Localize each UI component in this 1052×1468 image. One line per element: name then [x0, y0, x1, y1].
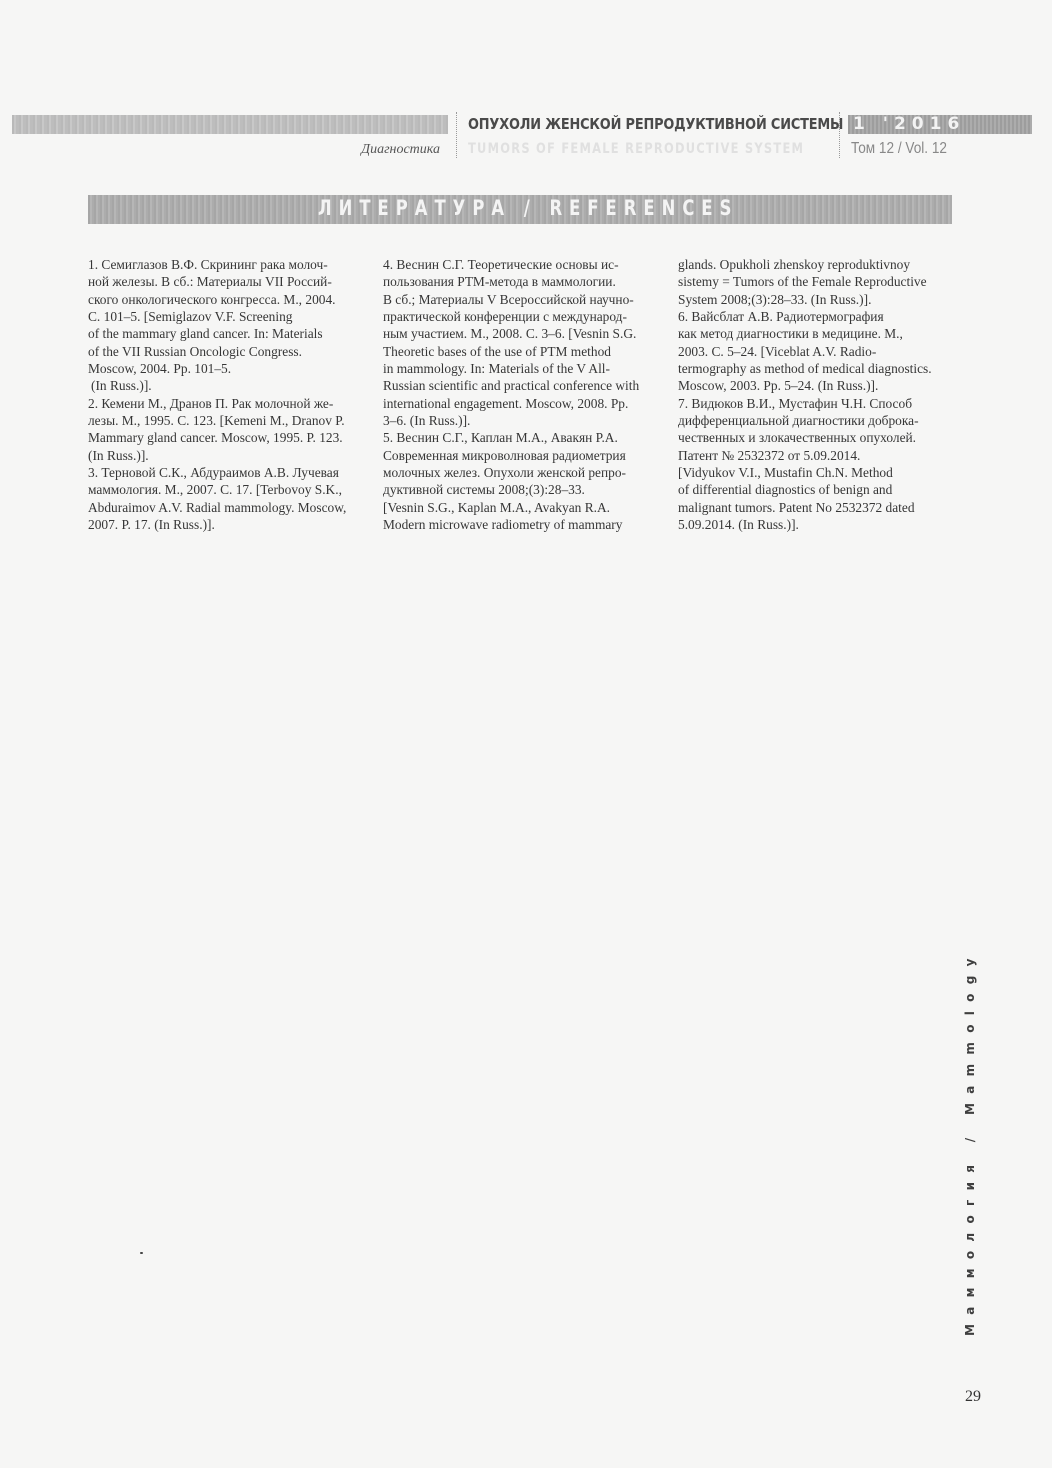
reference-line: of the mammary gland cancer. In: Materials	[88, 326, 323, 342]
reference-column-2	[383, 256, 659, 534]
reference-line: Moscow, 2004. Pp. 101–5.	[88, 361, 232, 377]
reference-line: Патент № 2532372 от 5.09.2014.	[678, 447, 861, 463]
reference-line: чественных и злокачественных опухолей.	[678, 430, 917, 446]
reference-line: (In Russ.)].	[91, 378, 152, 394]
reference-line: как метод диагностики в медицине. М.,	[678, 326, 903, 342]
journal-title-en: TUMORS OF FEMALE REPRODUCTIVE SYSTEM	[468, 141, 805, 157]
section-name: Диагностика	[361, 142, 440, 157]
reference-line: Abduraimov A.V. Radial mammology. Moscow,	[88, 499, 347, 515]
reference-line: маммология. М., 2007. С. 17. [Terbovoy S.K.,	[88, 482, 342, 498]
reference-line: ным участием. М., 2008. С. 3–6. [Vesnin S.G.	[383, 326, 637, 342]
reference-line: System 2008;(3):28–33. (In Russ.)].	[678, 291, 872, 307]
reference-line: 5.09.2014. (In Russ.)].	[678, 517, 799, 533]
reference-column-1	[88, 256, 368, 534]
reference-line: of differential diagnostics of benign and	[678, 482, 893, 498]
reference-line: 5. Веснин С.Г., Каплан М.А., Авакян Р.А.	[383, 430, 618, 446]
reference-line: 1. Семиглазов В.Ф. Скрининг рака молоч-	[88, 257, 328, 272]
reference-line: С. 101–5. [Semiglazov V.F. Screening	[88, 309, 293, 325]
reference-column-3	[678, 256, 954, 534]
header-decor-bar	[12, 115, 448, 134]
reference-line: Современная микроволновая радиометрия	[383, 447, 626, 463]
reference-line: молочных желез. Опухоли женской репро-	[383, 465, 627, 481]
reference-line: 4. Веснин С.Г. Теоретические основы ис-	[383, 257, 619, 272]
reference-line: glands. Opukholi zhenskoy reproduktivnoy	[678, 257, 911, 272]
reference-line: 3. Терновой С.К., Абдураимов А.В. Лучевая	[88, 465, 339, 481]
reference-line: termography as method of medical diagnostics.	[678, 361, 932, 377]
reference-line: ского онкологического конгресса. М., 2004.	[88, 291, 336, 307]
reference-line: Moscow, 2003. Pp. 5–24. (In Russ.)].	[678, 378, 879, 394]
reference-line: Russian scientific and practical conference with	[383, 378, 640, 394]
reference-line: Modern microwave radiometry of mammary	[383, 517, 623, 533]
reference-line: дифференциальной диагностики доброка-	[678, 413, 919, 429]
reference-line: [Vidyukov V.I., Mustafin Ch.N. Method	[678, 465, 893, 481]
journal-title-ru: ОПУХОЛИ ЖЕНСКОЙ РЕПРОДУКТИВНОЙ СИСТЕМЫ	[468, 115, 844, 133]
reference-line: лезы. М., 1995. С. 123. [Kemeni M., Dranov P.	[88, 413, 345, 429]
volume-label: Том 12 / Vol. 12	[851, 140, 947, 157]
reference-line: В сб.; Материалы V Всероссийской научно-	[383, 291, 634, 307]
reference-line: Mammary gland cancer. Moscow, 1995. P. 123.	[88, 430, 343, 446]
reference-line: 2007. P. 17. (In Russ.)].	[88, 517, 215, 533]
scan-speck	[140, 1252, 143, 1254]
side-running-title: Маммология / Mammology	[963, 949, 977, 1336]
reference-line: ной железы. В сб.: Материалы VII Россий-	[88, 274, 332, 290]
reference-line: in mammology. In: Materials of the V All-	[383, 361, 610, 377]
reference-line: malignant tumors. Patent No 2532372 dated	[678, 499, 915, 515]
reference-line: Theoretic bases of the use of PTM method	[383, 343, 611, 359]
reference-line: 3–6. (In Russ.)].	[383, 413, 471, 429]
references-heading: ЛИТЕРАТУРА / REFERENCES	[318, 196, 739, 220]
reference-line: 6. Вайсблат А.В. Радиотермография	[678, 309, 884, 325]
issue-number: 1 '2016	[853, 114, 966, 134]
header-divider	[456, 112, 457, 158]
header-divider	[839, 112, 840, 158]
reference-line: 2003. С. 5–24. [Viceblat A.V. Radio-	[678, 343, 877, 359]
reference-line: of the VII Russian Oncologic Congress.	[88, 343, 302, 359]
reference-line: 7. Видюков В.И., Мустафин Ч.Н. Способ	[678, 395, 913, 411]
reference-line: (In Russ.)].	[88, 447, 149, 463]
page-number: 29	[965, 1388, 981, 1405]
reference-line: [Vesnin S.G., Kaplan M.A., Avakyan R.A.	[383, 499, 610, 515]
reference-line: 2. Кемени М., Дранов П. Рак молочной же-	[88, 395, 334, 411]
reference-line: international engagement. Moscow, 2008. Pp.	[383, 395, 629, 411]
reference-line: sistemy = Tumors of the Female Reproductive	[678, 274, 927, 290]
reference-line: дуктивной системы 2008;(3):28–33.	[383, 482, 585, 498]
reference-line: практической конференции с международ-	[383, 309, 627, 325]
reference-line: пользования РТМ-метода в маммологии.	[383, 274, 616, 290]
